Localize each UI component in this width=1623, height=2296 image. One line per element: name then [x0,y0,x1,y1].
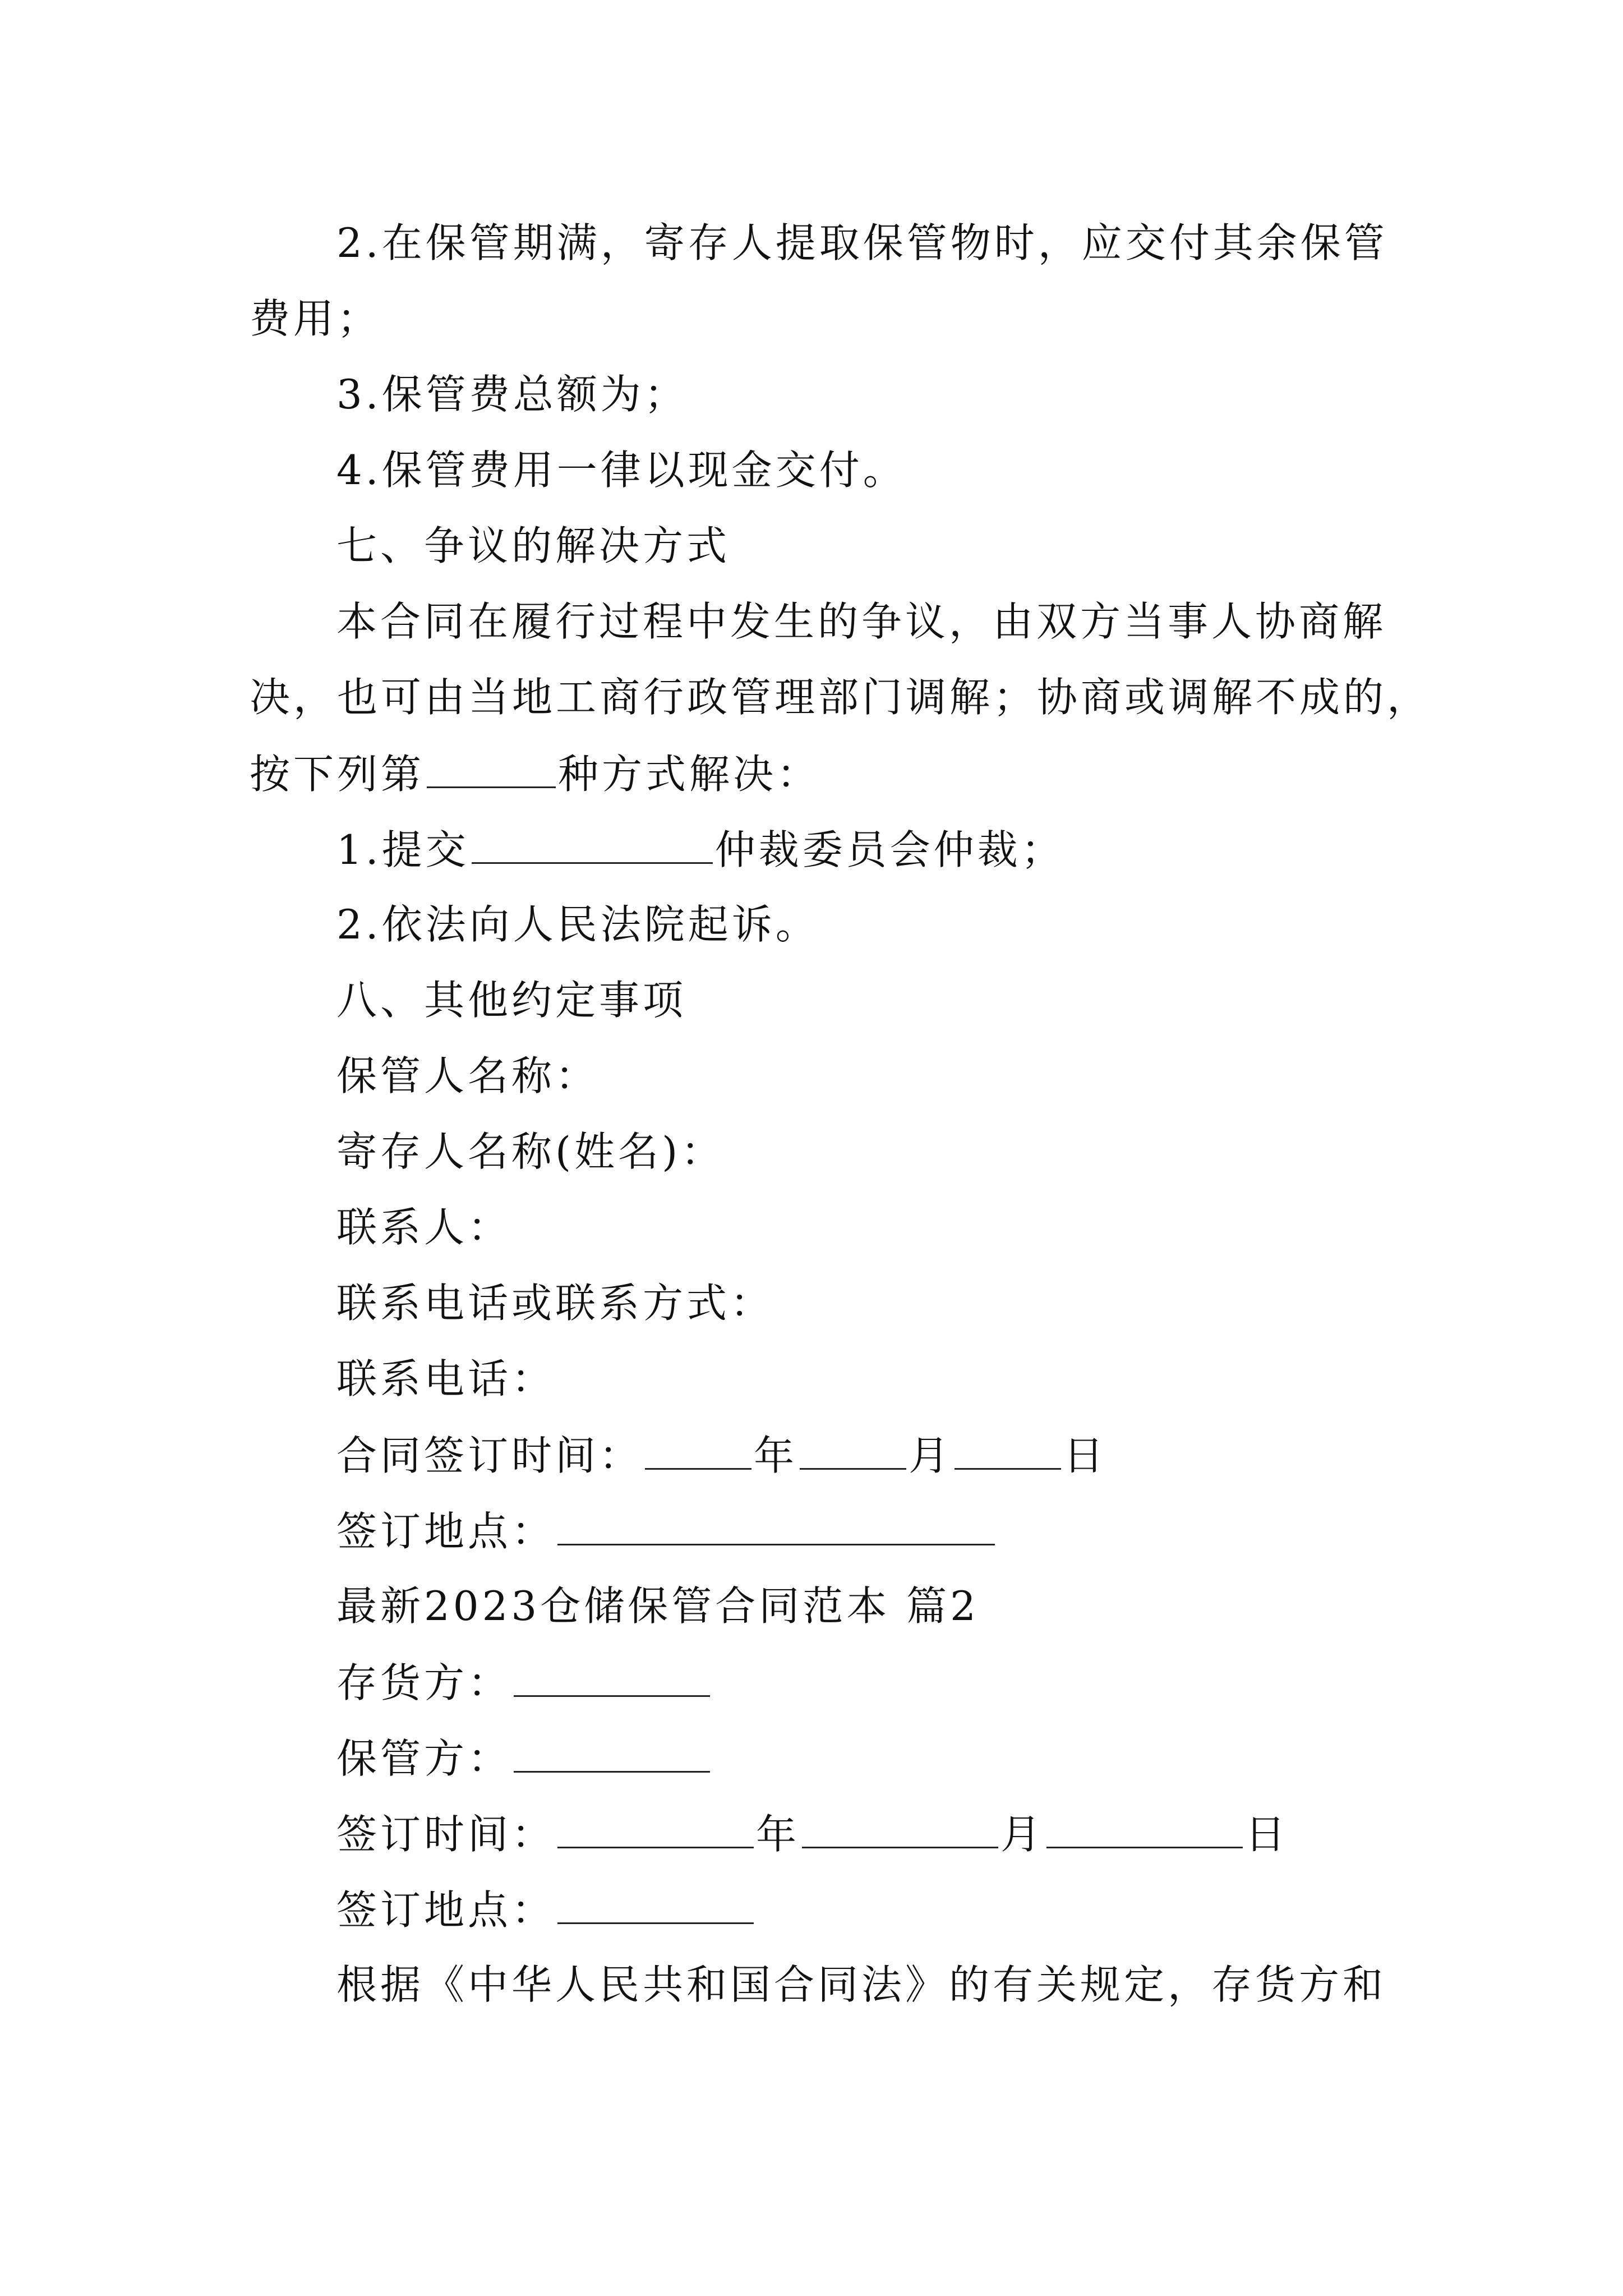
paragraph-line: 决，也可由当地工商行政管理部门调解；协商或调解不成的， [250,674,1431,721]
form-field-label: 保管人名称： [336,1052,600,1099]
text-segment: 仲裁委员会仲裁； [714,826,1065,873]
form-field-label: 存货方： [336,1659,512,1706]
form-field-label: 签订时间： [336,1811,556,1858]
form-field-label: 保管方： [336,1735,512,1782]
form-field-label: 寄存人名称(姓名)： [336,1128,725,1175]
year-blank[interactable] [557,1806,754,1848]
day-blank[interactable] [1046,1806,1243,1848]
signing-place-line [336,1882,756,1937]
place-blank[interactable] [557,1882,754,1924]
text-segment: 按下列第 [250,751,425,798]
list-item: 2.依法向人民法院起诉。 [336,901,819,948]
form-field-label: 签订地点： [336,1508,556,1555]
paragraph-line: 4.保管费用一律以现金交付。 [336,447,907,494]
paragraph-line [250,746,820,801]
day-label: 日 [1245,1811,1289,1858]
depositor-line [336,1655,712,1710]
paragraph-line: 费用； [250,295,381,342]
place-blank[interactable] [557,1503,995,1545]
section-heading: 七、争议的解决方式 [336,522,731,569]
form-field-label: 联系人： [336,1204,512,1251]
list-item [336,822,1065,877]
paragraph-line: 3.保管费总额为； [336,371,688,418]
form-field-label: 联系电话： [336,1355,556,1402]
year-label: 年 [754,1432,798,1479]
custodian-blank[interactable] [514,1731,710,1773]
month-label: 月 [909,1432,953,1479]
form-field-label: 联系电话或联系方式： [336,1280,774,1327]
custodian-line [336,1731,712,1786]
fill-in-blank[interactable] [472,822,713,864]
month-blank[interactable] [800,1428,906,1470]
section-heading: 八、其他约定事项 [336,977,687,1024]
day-label: 日 [1063,1432,1108,1479]
signing-date-line [336,1806,1289,1861]
fill-in-blank[interactable] [427,746,556,788]
text-segment: 种方式解决： [558,751,821,798]
form-field-label: 签订地点： [336,1887,556,1934]
paragraph-line: 根据《中华人民共和国合同法》的有关规定，存货方和 [336,1961,1387,2008]
month-blank[interactable] [802,1806,998,1848]
month-label: 月 [1000,1811,1045,1858]
depositor-blank[interactable] [514,1655,710,1697]
signing-place-line [336,1503,997,1558]
paragraph-line: 本合同在履行过程中发生的争议，由双方当事人协商解 [336,598,1387,645]
contract-date-line [336,1428,1107,1483]
year-blank[interactable] [645,1428,751,1470]
year-label: 年 [756,1811,800,1858]
text-segment: 1.提交 [336,826,469,873]
day-blank[interactable] [955,1428,1061,1470]
paragraph-line: 2.在保管期满，寄存人提取保管物时，应交付其余保管 [336,219,1388,266]
article-title: 最新2023仓储保管合同范本 篇2 [336,1582,979,1630]
form-field-label: 合同签订时间： [336,1432,643,1479]
